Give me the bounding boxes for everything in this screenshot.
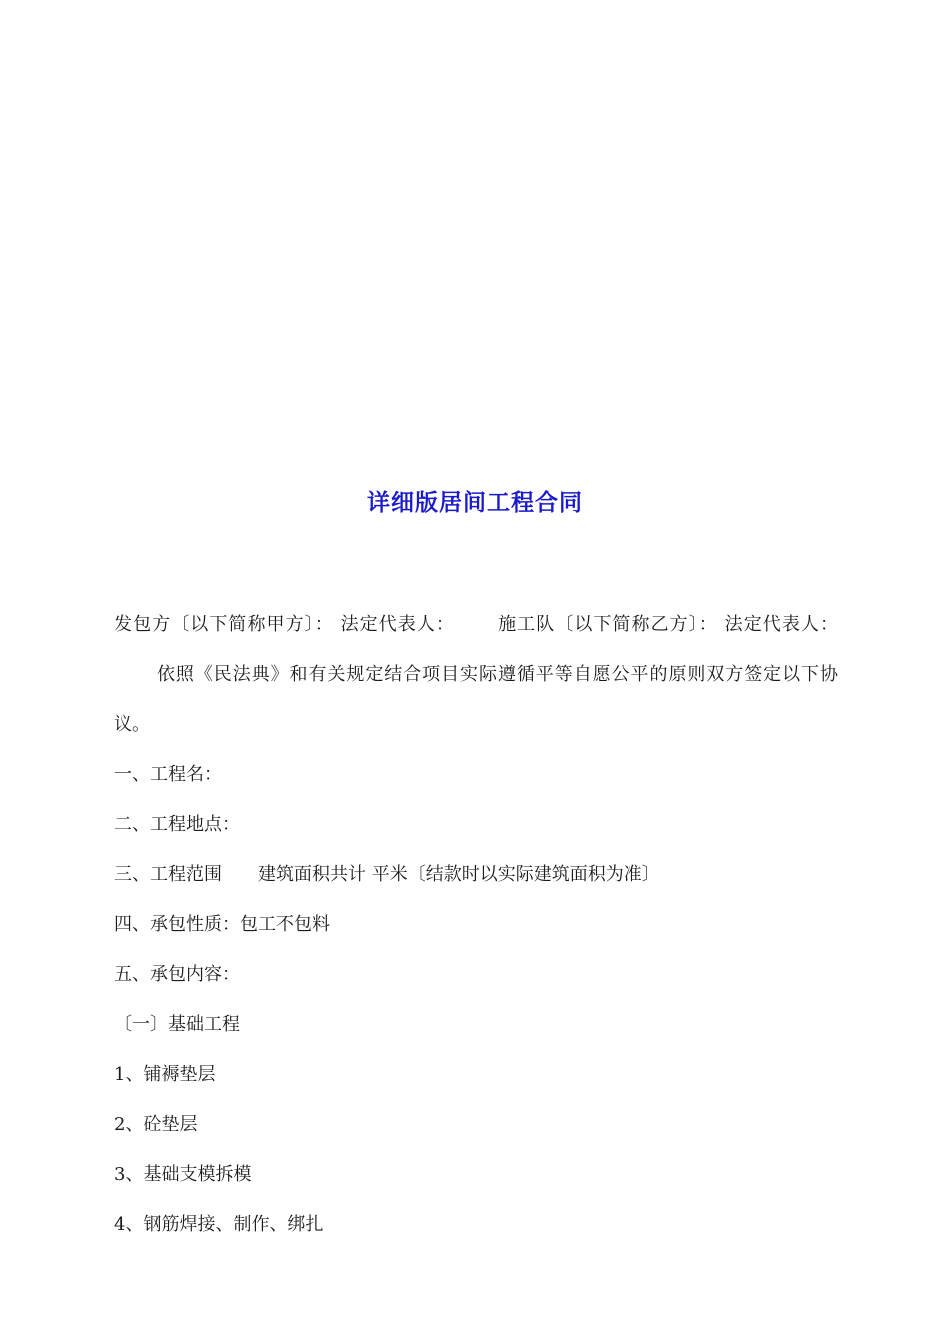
document-title: 详细版居间工程合同	[367, 490, 583, 516]
item-project-scope-label: 三、工程范围	[114, 864, 222, 885]
intro-party-b: 施工队〔以下简称乙方〕： 法定代表人：	[497, 614, 838, 635]
item-project-scope-detail: 建筑面积共计 平米〔结款时以实际建筑面积为准〕	[258, 864, 660, 885]
item-project-scope	[114, 850, 838, 900]
item-project-name: 一、工程名：	[114, 764, 222, 785]
item-cushion-layer: 1、铺褥垫层	[114, 1064, 216, 1085]
intro-paragraph	[114, 600, 838, 750]
item-formwork: 3、基础支模拆模	[114, 1164, 252, 1185]
item-contract-content: 五、承包内容：	[114, 964, 240, 985]
item-project-location: 二、工程地点：	[114, 814, 240, 835]
intro-party-a: 发包方〔以下简称甲方〕： 法定代表人：	[114, 614, 455, 635]
item-rebar: 4、钢筋焊接、制作、绑扎	[114, 1214, 324, 1235]
document-body	[114, 600, 838, 1250]
item-foundation-heading: 〔一〕基础工程	[114, 1014, 240, 1035]
item-contract-nature: 四、承包性质：包工不包料	[114, 914, 330, 935]
item-concrete-cushion: 2、砼垫层	[114, 1114, 198, 1135]
intro-basis: 依照《民法典》和有关规定结合项目实际遵循平等自愿公平的原则双方签定以下协议。	[114, 664, 838, 735]
